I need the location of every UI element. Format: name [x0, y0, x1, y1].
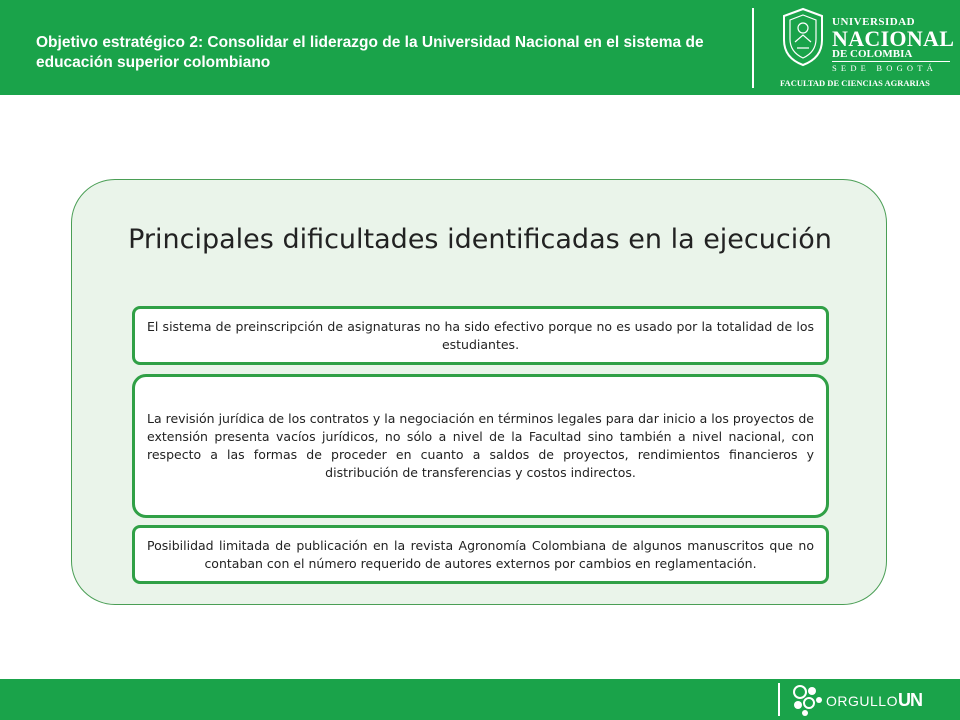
footer-bar	[0, 679, 960, 720]
footer-divider	[778, 683, 780, 716]
logo-line-nacional: NACIONAL	[832, 26, 955, 51]
orgullo-un-icon	[790, 683, 826, 717]
footer-brand	[826, 690, 922, 711]
logo-line-sede: SEDE BOGOTÁ	[832, 63, 937, 73]
difficulty-text-1: El sistema de preinscripción de asignaturas no ha sido efectivo porque no es usado por la totalidad de los estudiantes.	[147, 318, 814, 352]
page-title: Objetivo estratégico 2: Consolidar el liderazgo de la Universidad Nacional en el sistema de educación superior colombiano	[36, 34, 704, 71]
logo-line-facultad: FACULTAD DE CIENCIAS AGRARIAS	[780, 78, 930, 88]
difficulty-text-3: Posibilidad limitada de publicación en la revista Agronomía Colombiana de algunos manuscritos que no contaban con el número requerido de autores externos por cambios en reglamentación.	[147, 537, 814, 571]
difficulty-card-1	[132, 306, 829, 365]
logo-rule	[832, 61, 950, 62]
difficulty-text-2: La revisión jurídica de los contratos y la negociación en términos legales para dar inicio a los proyectos de extensión presenta vacíos jurídicos, no sólo a nivel de la Facultad sino también a nivel nacional, con respecto a las formas de proceder en cuanto a saldos de proyectos, rendimientos financieros y distribución de transferencias y costos indirectos.	[147, 411, 814, 480]
header-bar	[0, 0, 960, 95]
footer-brand-text: ORGULLO	[826, 693, 898, 709]
footer-brand-suffix: UN	[897, 690, 922, 710]
header-divider	[752, 8, 754, 88]
difficulty-card-2	[132, 374, 829, 518]
university-logo	[776, 4, 956, 92]
difficulty-card-3	[132, 525, 829, 584]
logo-line-universidad: UNIVERSIDAD	[832, 16, 916, 28]
panel-title: Principales dificultades identificadas en la ejecución	[128, 224, 832, 255]
logo-line-de-colombia: DE COLOMBIA	[832, 48, 913, 60]
university-seal-icon	[778, 6, 828, 68]
